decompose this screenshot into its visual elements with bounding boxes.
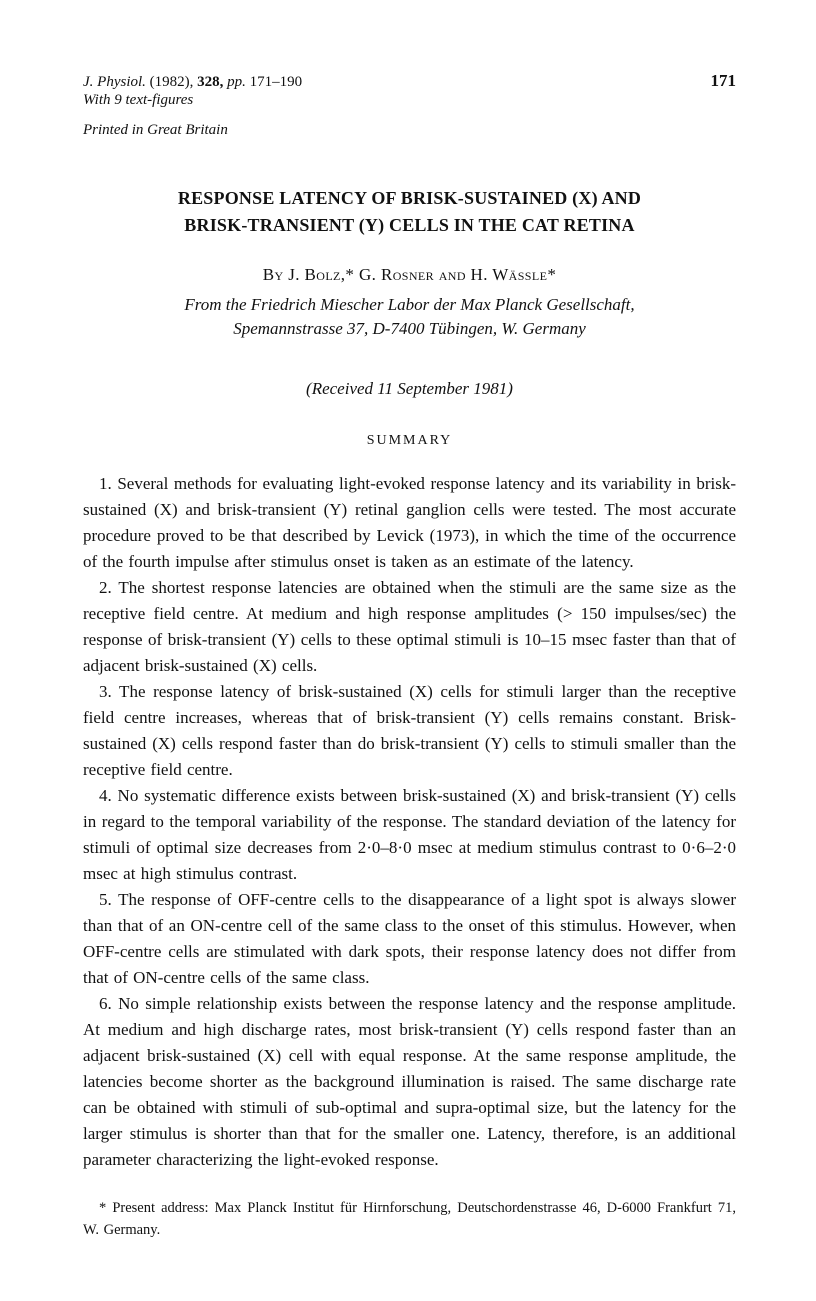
title-block <box>83 185 736 341</box>
journal-pp-label: pp. <box>227 74 246 90</box>
title-line-2: BRISK-TRANSIENT (Y) CELLS IN THE CAT RETINA <box>184 215 635 235</box>
summary-heading: SUMMARY <box>366 433 453 448</box>
figures-note: With 9 text-figures <box>83 92 194 108</box>
printed-in-note: Printed in Great Britain <box>83 122 228 138</box>
journal-volume: 328, <box>197 74 224 90</box>
affiliation-line-1: From the Friedrich Miescher Labor der Max Planck Gesellschaft, <box>184 295 635 314</box>
present-address-footnote: * Present address: Max Planck Institut für Hirnforschung, Deutschordenstrasse 46, D-6000 Frankfurt 71, W. Germany. <box>83 1200 736 1238</box>
article-title <box>83 185 736 239</box>
received-date: (Received 11 September 1981) <box>306 379 513 398</box>
summary-paragraph: 1. Several methods for evaluating light-evoked response latency and its variability in brisk-sustained (X) and brisk-transient (Y) retinal ganglion cells were tested. The most accurate procedure proved to be that described by Levick (1973), in which the time of the occurrence of the fourth impulse after stimulus onset is taken as an estimate of the latency. <box>83 474 736 571</box>
summary-paragraph: 4. No systematic difference exists between brisk-sustained (X) and brisk-transient (Y) cells in regard to the temporal variability of the response. The standard deviation of the latency for stimuli of optimal size decreases from 2·0–8·0 msec at medium stimulus contrast to 0·6–2·0 msec at high stimulus contrast. <box>83 786 736 883</box>
journal-reference <box>83 73 302 91</box>
page-number: 171 <box>710 71 736 90</box>
affiliation-line-2: Spemannstrasse 37, D-7400 Tübingen, W. Germany <box>233 319 586 338</box>
affiliation <box>83 293 736 341</box>
summary-paragraph: 6. No simple relationship exists between the response latency and the response amplitude. At medium and high discharge rates, most brisk-transient (Y) cells respond faster than an adjacent brisk-sustained (X) cell with equal response. At the same response amplitude, the latencies become shorter as the background illumination is raised. The same discharge rate can be obtained with stimuli of sub-optimal and supra-optimal size, but the latency for the larger stimulus is shorter than that for the smaller one. Latency, therefore, is an additional parameter characterizing the light-evoked response. <box>83 994 736 1169</box>
page-header <box>83 72 736 91</box>
journal-name: J. Physiol. <box>83 74 146 90</box>
summary-paragraph: 3. The response latency of brisk-sustained (X) cells for stimuli larger than the receptive field centre increases, whereas that of brisk-transient (Y) cells remains constant. Brisk-sustained (X) cells respond faster than do brisk-transient (Y) cells to stimuli smaller than the receptive field centre. <box>83 682 736 779</box>
summary-paragraph: 5. The response of OFF-centre cells to the disappearance of a light spot is always slower than that of an ON-centre cell of the same class to the onset of this stimulus. However, when OFF-centre cells are stimulated with dark spots, their response latency does not differ from that of ON-centre cells of the same class. <box>83 890 736 987</box>
author-byline: By J. Bolz,* G. Rosner and H. Wässle* <box>262 265 557 284</box>
summary-body <box>83 471 736 1173</box>
title-line-1: RESPONSE LATENCY OF BRISK-SUSTAINED (X) AND <box>177 188 642 208</box>
journal-year: (1982), <box>149 74 194 90</box>
summary-paragraph: 2. The shortest response latencies are obtained when the stimuli are the same size as the receptive field centre. At medium and high response amplitudes (> 150 impulses/sec) the response of brisk-transient (Y) cells to these optimal stimuli is 10–15 msec faster than that of adjacent brisk-sustained (X) cells. <box>83 578 736 675</box>
journal-pages: 171–190 <box>249 74 303 90</box>
